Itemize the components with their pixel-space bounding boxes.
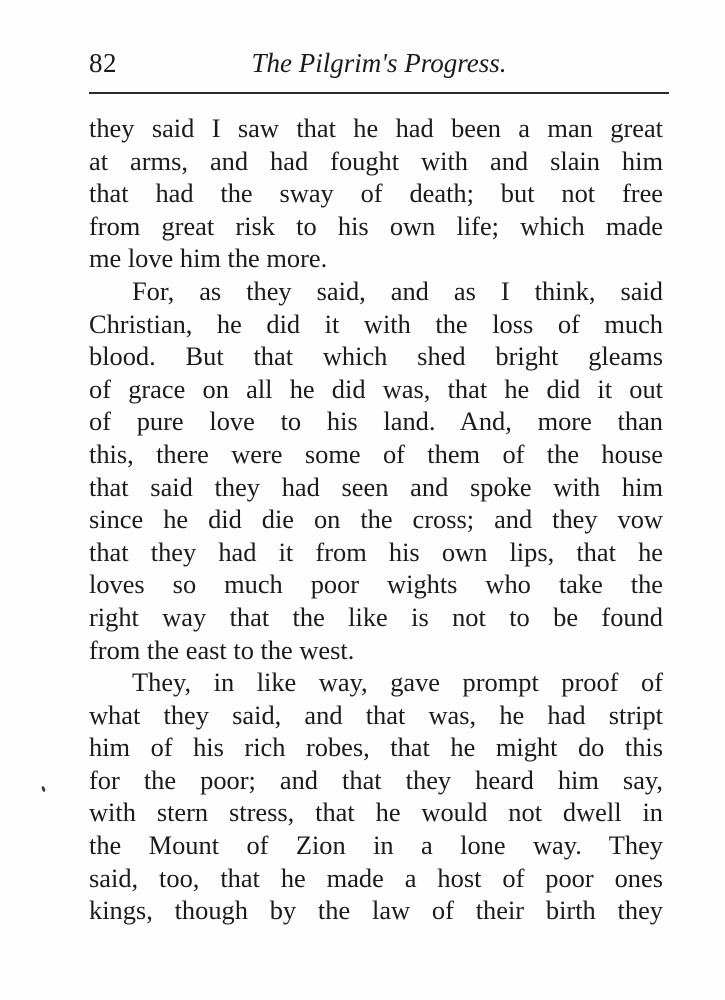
text-line: that said they had seen and spoke with him [89,471,663,502]
text-line: him of his rich robes, that he might do this [89,732,663,763]
text-line: Christian, he did it with the loss of much [89,308,663,339]
text-line: they said I saw that he had been a man great [89,113,663,143]
running-head [89,44,669,84]
text-line: the Mount of Zion in a lone way. They [89,830,663,861]
text-line: from great risk to his own life; which made [89,210,663,241]
page-number: 82 [89,48,117,78]
text-line: from the east to the west. [89,634,355,665]
running-title: The Pilgrim's Progress. [251,48,507,78]
text-line: of pure love to his land. And, more than [89,406,663,437]
paragraph-start-line: For, as they said, and as I think, said [132,275,663,306]
text-line: of grace on all he did was, that he did it out [89,373,663,404]
text-line: kings, though by the law of their birth they [89,895,663,926]
header-rule [89,92,669,94]
text-line: blood. But that which shed bright gleams [89,341,663,372]
text-line: that had the sway of death; but not free [89,178,663,209]
paragraph-start-line: They, in like way, gave prompt proof of [132,667,663,698]
text-line: this, there were some of them of the house [89,438,663,469]
text-line: since he did die on the cross; and they vow [89,504,663,535]
ink-speck [41,786,46,793]
body-text [89,112,663,927]
text-line: with stern stress, that he would not dwell in [89,797,663,828]
text-line: what they said, and that was, he had stript [89,699,663,730]
text-line: that they had it from his own lips, that he [89,536,663,567]
text-line: me love him the more. [89,243,328,274]
text-line: loves so much poor wights who take the [89,569,663,600]
text-line: for the poor; and that they heard him say, [89,764,663,795]
text-line: right way that the like is not to be found [89,601,663,632]
text-line: said, too, that he made a host of poor ones [89,862,663,893]
text-line: at arms, and had fought with and slain him [89,145,663,176]
